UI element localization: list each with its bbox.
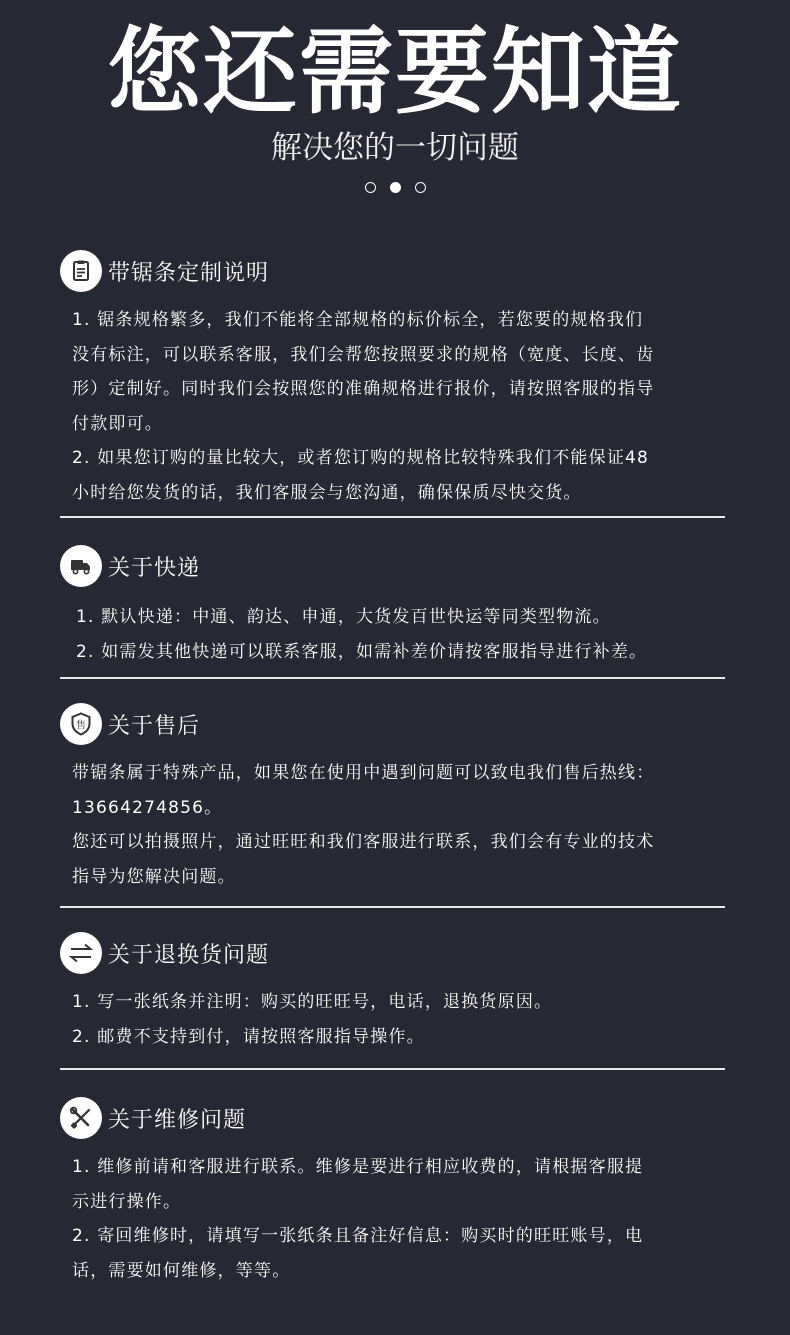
section-divider [60,906,725,908]
after-sales-icon [60,703,102,745]
section-header [60,249,730,293]
section-repair [60,1096,730,1288]
paragraph-line: 2. 如果您订购的量比较大，或者您订购的规格比较特殊我们不能保证48 [72,448,650,468]
repair-tools-icon [60,1097,102,1139]
section-title: 关于退换货问题 [108,942,270,968]
delivery-truck-icon [60,545,102,587]
svg-text:售: 售 [76,720,86,732]
carousel-dot-1[interactable] [365,182,376,193]
section-body [60,1150,730,1288]
paragraph-line: 2. 邮费不支持到付，请按照客服指导操作。 [72,1026,425,1047]
paragraph-line: 话，需要如何维修，等等。 [72,1260,291,1281]
paragraph-line: 您还可以拍摄照片，通过旺旺和我们客服进行联系，我们会有专业的技术 [72,832,655,852]
section-divider [60,677,725,679]
section-header [60,544,730,588]
paragraph-line: 带锯条属于特殊产品，如果您在使用中遇到问题可以致电我们售后热线： [72,763,655,783]
section-title: 关于维修问题 [108,1107,247,1133]
section-header [60,702,730,746]
section-title: 关于快递 [108,555,201,581]
paragraph-line: 没有标注，可以联系客服，我们会帮您按照要求的规格（宽度、长度、齿 [72,344,655,365]
section-title: 关于售后 [108,713,201,739]
paragraph-line: 付款即可。 [72,413,163,434]
section-body [60,756,730,894]
page-subtitle: 解决您的一切问题 [271,130,519,166]
section-divider [60,516,725,518]
paragraph-line: 1. 维修前请和客服进行联系。维修是要进行相应收费的，请根据客服提 [72,1157,644,1177]
carousel-indicator [0,182,790,193]
carousel-dot-3[interactable] [415,182,426,193]
paragraph-line: 形）定制好。同时我们会按照您的准确规格进行报价，请按照客服的指导 [72,379,655,399]
paragraph-line: 2. 如需发其他快递可以联系客服，如需补差价请按客服指导进行补差。 [76,641,648,662]
section-body [60,303,730,510]
document-icon [60,250,102,292]
paragraph-line: 示进行操作。 [72,1191,182,1212]
hotline-number[interactable]: 13664274856。 [72,797,223,818]
section-header [60,1096,730,1140]
section-custom-saw-blade [60,249,730,510]
section-after-sales [60,702,730,894]
section-shipping [60,544,730,669]
exchange-arrows-icon [60,932,102,974]
section-body [60,600,730,669]
section-header [60,931,730,975]
paragraph-line: 1. 写一张纸条并注明：购买的旺旺号，电话，退换货原因。 [72,992,553,1012]
paragraph-line: 小时给您发货的话，我们客服会与您沟通，确保保质尽快交货。 [72,482,582,503]
section-returns [60,931,730,1054]
paragraph-line: 指导为您解决问题。 [72,866,236,887]
carousel-dot-2[interactable] [390,182,401,193]
paragraph-line: 1. 锯条规格繁多，我们不能将全部规格的标价标全，若您要的规格我们 [72,310,644,330]
section-divider [60,1068,725,1070]
page-title: 您还需要知道 [106,18,683,127]
paragraph-line: 1. 默认快递：中通、韵达、申通，大货发百世快运等同类型物流。 [76,607,611,627]
section-title: 带锯条定制说明 [108,260,270,286]
section-body [60,985,730,1054]
paragraph-line: 2. 寄回维修时，请填写一张纸条且备注好信息：购买时的旺旺账号，电 [72,1226,644,1246]
